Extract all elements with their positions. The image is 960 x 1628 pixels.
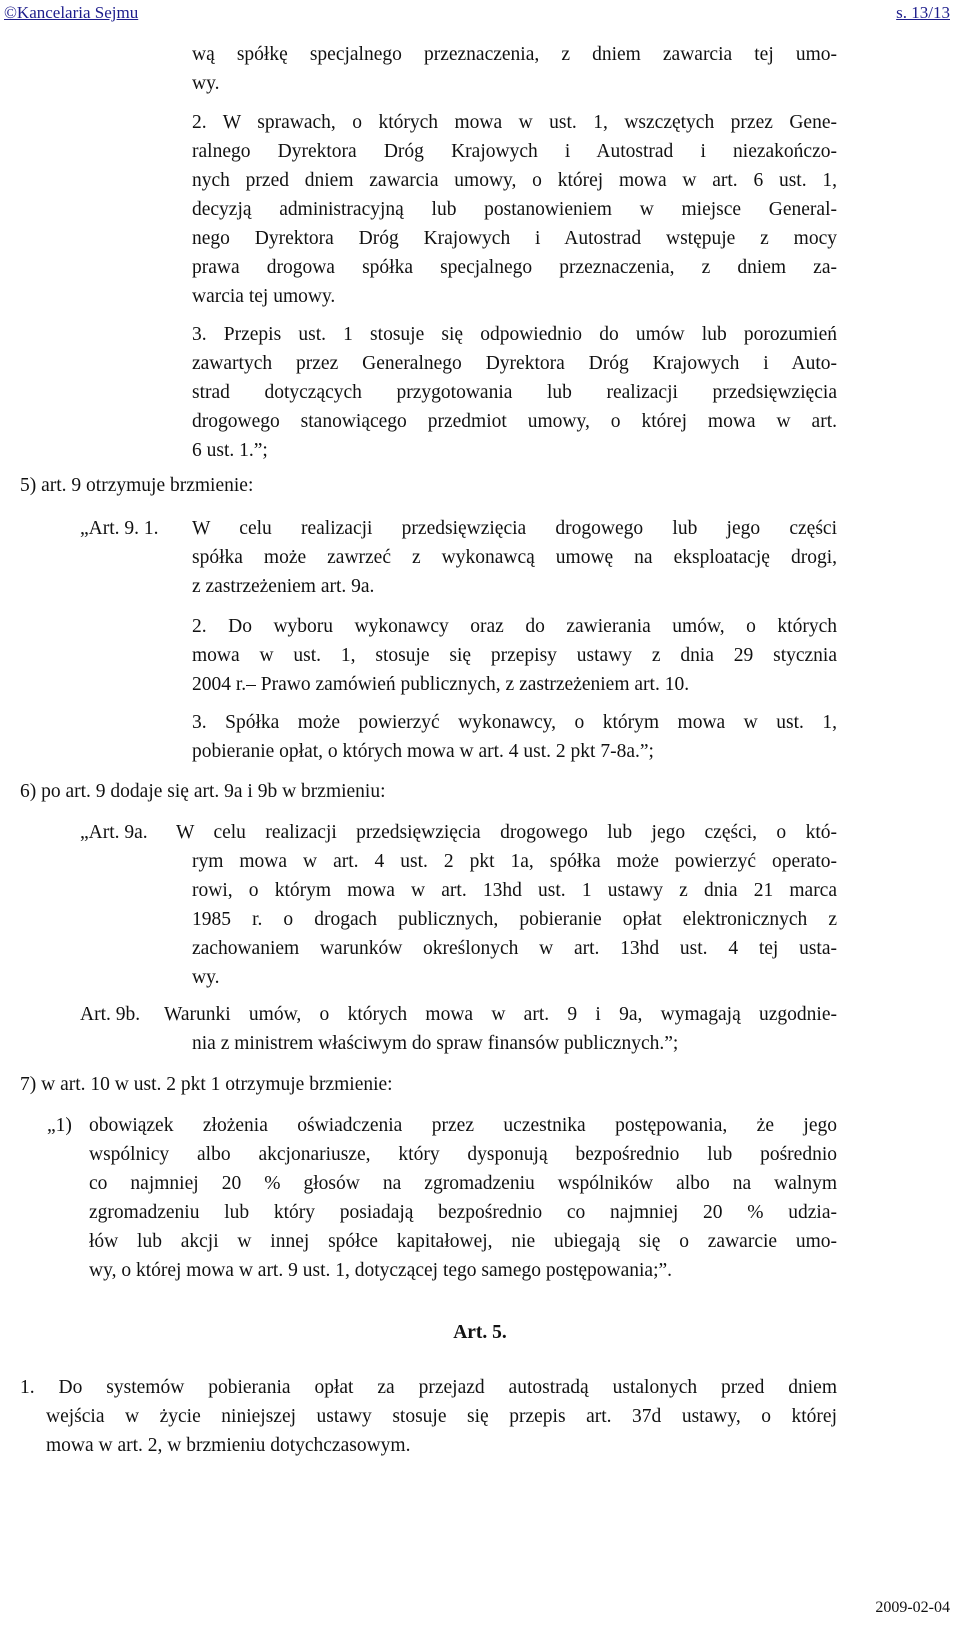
article-9b: [192, 1029, 837, 1058]
article-5-title: Art. 5.: [453, 1322, 507, 1343]
text-line: drogowego stanowiącego przedmiot umowy, o której mowa w art.: [192, 411, 837, 432]
article-5-ust-1: [20, 1373, 837, 1460]
point-7-body: [89, 1140, 837, 1285]
paragraph-ust-3: [192, 320, 837, 465]
paragraph-ust-2: [192, 108, 837, 311]
article-9a-first-line: [176, 818, 837, 847]
point-5: 5) art. 9 otrzymuje brzmienie:: [20, 475, 254, 496]
article-9b-first-line: [164, 1000, 837, 1029]
page-number: [874, 0, 950, 27]
text-line: wejścia w życie niniejszej ustawy stosuje się przepis art. 37d ustawy, o której: [46, 1406, 837, 1427]
footer-date: 2009-02-04: [875, 1599, 950, 1616]
paragraph-continuation: [192, 40, 837, 98]
text-line: 3. Spółka może powierzyć wykonawcy, o którym mowa w ust. 1,: [192, 712, 837, 733]
article-9a: [192, 847, 837, 992]
article-9a-heading: „Art. 9a.: [80, 822, 148, 843]
text-line: wy.: [192, 967, 220, 988]
article-9-ust-3: [192, 708, 837, 766]
text-line: wspólnicy albo akcjonariusze, który dysponują bezpośrednio lub pośrednio: [89, 1144, 837, 1165]
text-line: rowi, o którym mowa w art. 13hd ust. 1 ustawy z dnia 21 marca: [192, 880, 837, 901]
text-line: z zastrzeżeniem art. 9a.: [192, 576, 375, 597]
text-line: obowiązek złożenia oświadczenia przez uczestnika postępowania, że jego: [89, 1115, 837, 1136]
text-line: zawartych przez Generalnego Dyrektora Dróg Krajowych i Auto-: [192, 353, 837, 374]
text-line: wy, o której mowa w art. 9 ust. 1, dotyczącej tego samego postępowania;”.: [89, 1260, 673, 1281]
text-line: co najmniej 20 % głosów na zgromadzeniu wspólników albo na walnym: [89, 1173, 837, 1194]
article-9b-heading: Art. 9b.: [80, 1004, 141, 1025]
text-line: prawa drogowa spółka specjalnego przeznaczenia, z dniem za-: [192, 257, 837, 278]
text-line: 1. Do systemów pobierania opłat za przejazd autostradą ustalonych przed dniem: [20, 1377, 837, 1398]
text-line: 2. W sprawach, o których mowa w ust. 1, wszczętych przez Gene-: [192, 112, 837, 133]
point-7-item-heading: „1): [47, 1115, 72, 1136]
text-line: mowa w ust. 1, stosuje się przepisy ustawy z dnia 29 stycznia: [192, 645, 837, 666]
text-line: wą spółkę specjalnego przeznaczenia, z dniem zawarcia tej umo-: [192, 44, 837, 65]
text-line: rym mowa w art. 4 ust. 2 pkt 1a, spółka może powierzyć operato-: [192, 851, 837, 872]
text-line: 2. Do wyboru wykonawcy oraz do zawierania umów, o których: [192, 616, 837, 637]
article-9-ust-1: [192, 514, 837, 601]
page-header: [0, 0, 960, 22]
text-line: pobieranie opłat, o których mowa w art. 4 ust. 2 pkt 7-8a.”;: [192, 741, 654, 762]
page-number-link[interactable]: s. 13/13: [896, 3, 950, 22]
text-line: 1985 r. o drogach publicznych, pobieranie opłat elektronicznych z: [192, 909, 837, 930]
text-line: zgromadzeniu lub który posiadają bezpośrednio co najmniej 20 % udzia-: [89, 1202, 837, 1223]
text-line: warcia tej umowy.: [192, 286, 336, 307]
text-line: nego Dyrektora Dróg Krajowych i Autostrad wstępuje z mocy: [192, 228, 837, 249]
point-6: 6) po art. 9 dodaje się art. 9a i 9b w brzmieniu:: [20, 781, 386, 802]
point-7: 7) w art. 10 w ust. 2 pkt 1 otrzymuje brzmienie:: [20, 1074, 393, 1095]
text-line: spółka może zawrzeć z wykonawcą umowę na eksploatację drogi,: [192, 547, 837, 568]
text-line: decyzją administracyjną lub postanowieniem w miejsce General-: [192, 199, 837, 220]
text-line: 6 ust. 1.”;: [192, 440, 268, 461]
text-line: 2004 r.– Prawo zamówień publicznych, z zastrzeżeniem art. 10.: [192, 674, 690, 695]
text-line: W celu realizacji przedsięwzięcia drogowego lub jego części, o któ-: [176, 822, 837, 843]
text-line: wy.: [192, 73, 220, 94]
text-line: W celu realizacji przedsięwzięcia drogowego lub jego części: [192, 518, 837, 539]
article-9-heading: „Art. 9. 1.: [80, 518, 159, 539]
article-9-ust-2: [192, 612, 837, 699]
text-line: ralnego Dyrektora Dróg Krajowych i Autostrad i niezakończo-: [192, 141, 837, 162]
text-line: nia z ministrem właściwym do spraw finansów publicznych.”;: [192, 1033, 679, 1054]
text-line: mowa w art. 2, w brzmieniu dotychczasowym.: [46, 1435, 411, 1456]
text-line: nych przed dniem zawarcia umowy, o której mowa w art. 6 ust. 1,: [192, 170, 837, 191]
point-7-first-line: [89, 1111, 837, 1140]
text-line: zachowaniem warunków określonych w art. 13hd ust. 4 tej usta-: [192, 938, 837, 959]
text-line: Warunki umów, o których mowa w art. 9 i 9a, wymagają uzgodnie-: [164, 1004, 837, 1025]
text-line: 3. Przepis ust. 1 stosuje się odpowiednio do umów lub porozumień: [192, 324, 837, 345]
source-link[interactable]: ©Kancelaria Sejmu: [4, 3, 139, 22]
text-line: strad dotyczących przygotowania lub realizacji przedsięwzięcia: [192, 382, 837, 403]
text-line: łów lub akcji w innej spółce kapitałowej, nie ubiegają się o zawarcie umo-: [89, 1231, 837, 1252]
